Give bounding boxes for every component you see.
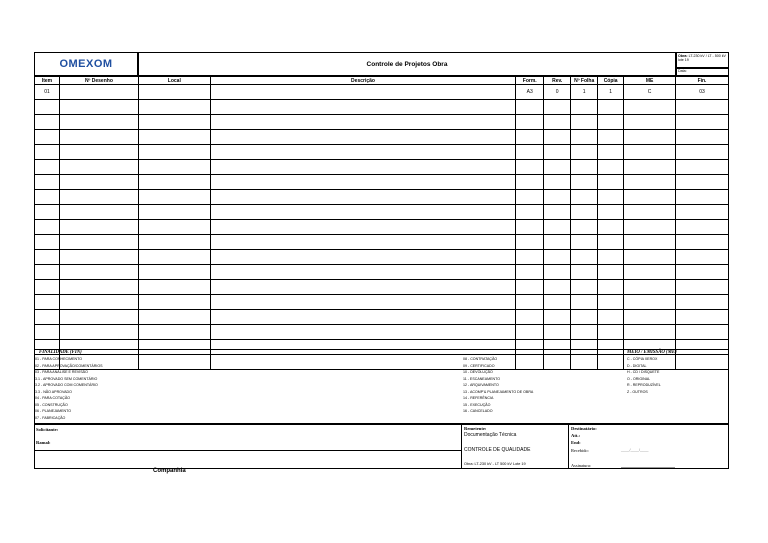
table-cell[interactable] — [138, 100, 210, 115]
table-cell[interactable] — [138, 295, 210, 310]
table-cell[interactable] — [544, 325, 571, 340]
remetente-label: Remetente: — [464, 426, 487, 431]
table-cell[interactable] — [138, 235, 210, 250]
table-cell[interactable] — [571, 160, 598, 175]
table-cell[interactable]: C — [624, 85, 676, 100]
table-cell[interactable] — [516, 220, 544, 235]
table-cell[interactable] — [624, 175, 676, 190]
table-cell[interactable] — [59, 205, 138, 220]
company-logo — [34, 52, 138, 76]
table-cell[interactable] — [59, 325, 138, 340]
table-cell[interactable] — [138, 265, 210, 280]
table-cell[interactable] — [516, 205, 544, 220]
table-cell[interactable] — [516, 295, 544, 310]
finalidade-list-1 — [35, 356, 103, 421]
table-cell[interactable] — [138, 115, 210, 130]
table-cell[interactable] — [210, 310, 515, 325]
table-cell[interactable] — [676, 250, 729, 265]
assinatura-line — [621, 467, 675, 468]
table-cell[interactable] — [544, 265, 571, 280]
table-cell[interactable] — [598, 145, 624, 160]
legend-item: 3.1 - APROVADO SEM COMENTÁRIO — [35, 376, 98, 381]
table-cell[interactable]: 0 — [544, 85, 571, 100]
table-row — [35, 265, 729, 280]
table-cell[interactable] — [138, 175, 210, 190]
table-cell[interactable] — [598, 220, 624, 235]
table-cell[interactable] — [676, 130, 729, 145]
logo-text: OMEXOM — [59, 58, 113, 70]
data-cell — [676, 68, 729, 76]
table-cell[interactable] — [544, 220, 571, 235]
meio-title: MEIO / EMISSÃO (ME) — [627, 350, 677, 355]
table-cell[interactable] — [516, 280, 544, 295]
table-cell[interactable] — [598, 115, 624, 130]
table-cell[interactable] — [59, 295, 138, 310]
table-cell[interactable] — [59, 85, 138, 100]
table-cell[interactable] — [544, 205, 571, 220]
table-cell[interactable] — [35, 325, 60, 340]
table-cell[interactable] — [544, 100, 571, 115]
table-cell[interactable] — [210, 205, 515, 220]
table-cell[interactable] — [516, 175, 544, 190]
table-cell[interactable] — [571, 175, 598, 190]
table-cell[interactable] — [35, 175, 60, 190]
table-cell[interactable] — [544, 160, 571, 175]
legend-item: 12 - ARQUIVAMENTO — [463, 383, 499, 387]
solicitante-label: Solicitante: — [36, 427, 59, 432]
table-cell[interactable] — [624, 295, 676, 310]
table-cell[interactable] — [35, 265, 60, 280]
table-row — [35, 250, 729, 265]
table-cell[interactable] — [676, 205, 729, 220]
column-header: Descrição — [210, 77, 515, 85]
table-cell[interactable] — [59, 160, 138, 175]
table-cell[interactable] — [544, 145, 571, 160]
table-cell[interactable] — [676, 190, 729, 205]
footer-divider — [35, 450, 461, 451]
table-cell[interactable] — [571, 115, 598, 130]
column-header: Item — [35, 77, 60, 85]
table-cell[interactable] — [35, 310, 60, 325]
table-cell[interactable] — [624, 130, 676, 145]
table-cell[interactable] — [138, 130, 210, 145]
table-row — [35, 325, 729, 340]
table-cell[interactable] — [624, 265, 676, 280]
table-cell[interactable] — [59, 250, 138, 265]
table-cell[interactable] — [544, 190, 571, 205]
table-cell[interactable] — [59, 190, 138, 205]
table-cell[interactable] — [210, 325, 515, 340]
column-header: Rev. — [544, 77, 571, 85]
table-cell[interactable] — [138, 250, 210, 265]
table-row — [35, 220, 729, 235]
table-cell[interactable] — [598, 235, 624, 250]
recebido-date: ____/____/____ — [621, 448, 649, 452]
table-cell[interactable] — [59, 265, 138, 280]
table-row — [35, 100, 729, 115]
table-cell[interactable] — [676, 175, 729, 190]
table-cell[interactable] — [571, 280, 598, 295]
table-cell[interactable] — [624, 280, 676, 295]
table-cell[interactable]: 03 — [676, 85, 729, 100]
legend-item: 03 - PARA ANÁLISE E REVISÃO — [35, 370, 88, 374]
table-row — [35, 295, 729, 310]
table-cell[interactable] — [624, 100, 676, 115]
table-row — [35, 190, 729, 205]
table-cell[interactable] — [571, 100, 598, 115]
column-header: Cópia — [598, 77, 624, 85]
legend-item: 05 - CONSTRUÇÃO — [35, 402, 68, 407]
table-cell[interactable] — [210, 265, 515, 280]
legend-item: 04 - PARA COTAÇÃO — [35, 396, 71, 400]
table-cell[interactable] — [516, 190, 544, 205]
table-cell[interactable] — [59, 175, 138, 190]
table-cell[interactable] — [676, 145, 729, 160]
footer-divider-v1 — [461, 425, 462, 468]
table-cell[interactable] — [210, 295, 515, 310]
table-cell[interactable] — [210, 190, 515, 205]
recebido-label: Recebido: — [571, 448, 589, 453]
table-cell[interactable] — [676, 280, 729, 295]
table-row — [35, 130, 729, 145]
table-cell[interactable] — [676, 235, 729, 250]
table-cell[interactable]: 1 — [571, 85, 598, 100]
table-cell[interactable] — [210, 250, 515, 265]
table-cell[interactable] — [598, 265, 624, 280]
table-cell[interactable] — [138, 145, 210, 160]
legend-item: 01 - PARA CONHECIMENTO — [35, 357, 82, 361]
table-row — [35, 175, 729, 190]
table-cell[interactable] — [676, 160, 729, 175]
table-cell[interactable] — [676, 325, 729, 340]
legend-item: 09 - CERTIFICADO — [463, 363, 495, 368]
table-cell[interactable] — [210, 175, 515, 190]
obra-label: Obra: — [678, 54, 688, 58]
table-cell[interactable] — [210, 115, 515, 130]
table-cell[interactable] — [676, 115, 729, 130]
table-cell[interactable] — [624, 190, 676, 205]
legend-item: C - CÓPIA XEROX — [627, 357, 658, 361]
legend-item: R - REPRODUZÍVEL — [627, 383, 661, 387]
table-cell[interactable] — [59, 280, 138, 295]
table-cell[interactable] — [210, 145, 515, 160]
column-header: Form. — [516, 77, 544, 85]
table-cell[interactable] — [598, 160, 624, 175]
table-cell[interactable] — [35, 280, 60, 295]
title-text: Controle de Projetos Obra — [366, 60, 448, 68]
table-cell[interactable] — [516, 265, 544, 280]
legend-item: 3.2 - APROVADO COM COMENTÁRIO — [35, 383, 98, 387]
table-cell[interactable] — [35, 145, 60, 160]
table-cell[interactable] — [516, 235, 544, 250]
table-cell[interactable] — [676, 310, 729, 325]
remetente-value: Documentação Técnica — [464, 432, 517, 438]
table-cell[interactable] — [676, 100, 729, 115]
legend-item: 14 - REFERÊNCIA — [463, 396, 494, 400]
legend-item: D - DIGITAL — [627, 363, 647, 368]
destinatario-label: Destinatário: — [571, 426, 597, 431]
table-cell[interactable] — [516, 130, 544, 145]
table-cell[interactable] — [59, 115, 138, 130]
table-cell[interactable] — [571, 295, 598, 310]
table-cell[interactable]: 01 — [35, 85, 60, 100]
table-cell[interactable] — [138, 85, 210, 100]
table-cell[interactable] — [35, 160, 60, 175]
ramal-label: Ramal: — [36, 440, 51, 445]
table-cell[interactable] — [35, 250, 60, 265]
table-row — [35, 115, 729, 130]
table-cell[interactable] — [624, 310, 676, 325]
column-header: Fin. — [676, 77, 729, 85]
table-cell[interactable] — [210, 130, 515, 145]
table-cell[interactable] — [35, 235, 60, 250]
legend-item: 06 - PLANEJAMENTO — [35, 409, 72, 413]
obra-cell — [676, 52, 729, 68]
table-cell[interactable] — [571, 220, 598, 235]
legend-item: 07 - FABRICAÇÃO — [35, 415, 66, 420]
table-cell[interactable] — [598, 310, 624, 325]
table-cell[interactable] — [35, 190, 60, 205]
table-cell[interactable] — [138, 310, 210, 325]
finalidade-title: FINALIDADE (FIN) — [39, 350, 82, 355]
table-cell[interactable] — [59, 145, 138, 160]
table-cell[interactable] — [138, 205, 210, 220]
table-cell[interactable] — [210, 235, 515, 250]
table-row — [35, 280, 729, 295]
drawings-table — [34, 76, 729, 370]
table-row — [35, 85, 729, 100]
table-cell[interactable] — [676, 295, 729, 310]
finalidade-list-2 — [463, 356, 533, 415]
obra-line: Obra: LT-230 kV - LT 500 kV Lote 19 — [464, 462, 526, 466]
table-cell[interactable] — [35, 295, 60, 310]
table-cell[interactable] — [35, 220, 60, 235]
legend-item: 15 - EXECUÇÃO — [463, 402, 491, 407]
column-header: ME — [624, 77, 676, 85]
legend-item: 3.3 - NÃO APROVADO — [35, 389, 72, 394]
column-header: Nº Folha — [571, 77, 598, 85]
table-cell[interactable] — [516, 310, 544, 325]
legend-section — [34, 349, 729, 424]
table-cell[interactable] — [676, 220, 729, 235]
table-cell[interactable] — [598, 250, 624, 265]
table-cell[interactable]: A3 — [516, 85, 544, 100]
table-cell[interactable] — [598, 130, 624, 145]
table-cell[interactable] — [35, 100, 60, 115]
table-cell[interactable] — [544, 175, 571, 190]
table-cell[interactable] — [676, 265, 729, 280]
column-header: Local — [138, 77, 210, 85]
table-cell[interactable] — [624, 220, 676, 235]
table-cell[interactable] — [598, 175, 624, 190]
table-cell[interactable] — [544, 250, 571, 265]
table-row — [35, 310, 729, 325]
table-cell[interactable] — [571, 205, 598, 220]
table-cell[interactable] — [35, 130, 60, 145]
table-cell[interactable] — [210, 100, 515, 115]
table-cell[interactable] — [624, 115, 676, 130]
table-cell[interactable] — [59, 220, 138, 235]
table-cell[interactable] — [571, 235, 598, 250]
legend-item: 08 - CONTRATAÇÃO — [463, 357, 498, 361]
table-cell[interactable] — [59, 100, 138, 115]
table-cell[interactable] — [35, 205, 60, 220]
table-cell[interactable] — [210, 280, 515, 295]
table-cell[interactable] — [571, 325, 598, 340]
table-cell[interactable] — [516, 250, 544, 265]
table-cell[interactable] — [210, 220, 515, 235]
table-cell[interactable] — [598, 295, 624, 310]
table-cell[interactable] — [138, 280, 210, 295]
table-cell[interactable] — [598, 100, 624, 115]
table-cell[interactable] — [516, 145, 544, 160]
table-cell[interactable] — [138, 160, 210, 175]
table-cell[interactable] — [544, 130, 571, 145]
obra-value: LT-230 kV / LT - 500 kV lote 19 — [678, 54, 726, 63]
table-cell[interactable] — [544, 280, 571, 295]
legend-item: 16 - CANCELADO — [463, 409, 493, 413]
sheet-title — [138, 52, 676, 76]
table-cell[interactable] — [516, 325, 544, 340]
table-cell[interactable] — [210, 85, 515, 100]
company-label: Companhia — [153, 468, 186, 474]
legend-item: 02 - PARA APROVAÇÃO/COMENTÁRIOS — [35, 363, 103, 368]
table-cell[interactable] — [571, 250, 598, 265]
table-cell[interactable] — [35, 115, 60, 130]
legend-item: 11 - ESCANEAMENTO — [463, 376, 501, 381]
legend-item: Z - OUTROS — [627, 389, 648, 394]
table-header-row — [35, 77, 729, 85]
table-cell[interactable] — [598, 205, 624, 220]
table-cell[interactable] — [598, 325, 624, 340]
table-row — [35, 160, 729, 175]
column-header: Nº Desenho — [59, 77, 138, 85]
table-cell[interactable] — [516, 100, 544, 115]
table-cell[interactable] — [598, 280, 624, 295]
controle-qualidade: CONTROLE DE QUALIDADE — [464, 447, 531, 453]
table-cell[interactable] — [624, 235, 676, 250]
end-label: End: — [571, 440, 581, 445]
table-cell[interactable] — [571, 265, 598, 280]
table-body — [35, 85, 729, 370]
table-cell[interactable] — [516, 160, 544, 175]
att-label: Att.: — [571, 433, 581, 438]
table-cell[interactable] — [544, 295, 571, 310]
table-cell[interactable] — [516, 115, 544, 130]
legend-item: H - CD / DISQUETE — [627, 370, 660, 374]
table-cell[interactable] — [598, 190, 624, 205]
table-cell[interactable] — [571, 145, 598, 160]
table-row — [35, 145, 729, 160]
table-cell[interactable] — [59, 310, 138, 325]
table-cell[interactable]: 1 — [598, 85, 624, 100]
table-cell[interactable] — [624, 250, 676, 265]
table-cell[interactable] — [59, 130, 138, 145]
footer-section — [34, 424, 729, 469]
data-label: Data: — [678, 69, 687, 73]
table-cell[interactable] — [571, 310, 598, 325]
table-cell[interactable] — [544, 115, 571, 130]
table-cell[interactable] — [624, 145, 676, 160]
legend-item: O - ORIGINAL — [627, 376, 651, 381]
table-row — [35, 235, 729, 250]
legend-item: 13 - ACOMP'& PLANEJAMENTO DE OBRA — [463, 389, 534, 394]
assinatura-label: Assinatura: — [571, 463, 591, 468]
table-cell[interactable] — [624, 325, 676, 340]
table-row — [35, 205, 729, 220]
legend-item: 10 - DEVOLUÇÃO — [463, 370, 493, 374]
table-cell[interactable] — [624, 205, 676, 220]
table-cell[interactable] — [210, 160, 515, 175]
table-cell[interactable] — [571, 130, 598, 145]
table-cell[interactable] — [59, 235, 138, 250]
footer-divider-v2 — [568, 425, 569, 468]
table-cell[interactable] — [544, 235, 571, 250]
table-cell[interactable] — [571, 190, 598, 205]
table-cell[interactable] — [138, 190, 210, 205]
project-control-sheet — [34, 52, 729, 469]
table-cell[interactable] — [544, 310, 571, 325]
table-cell[interactable] — [138, 220, 210, 235]
table-cell[interactable] — [624, 160, 676, 175]
table-cell[interactable] — [138, 325, 210, 340]
meio-list — [627, 356, 661, 395]
